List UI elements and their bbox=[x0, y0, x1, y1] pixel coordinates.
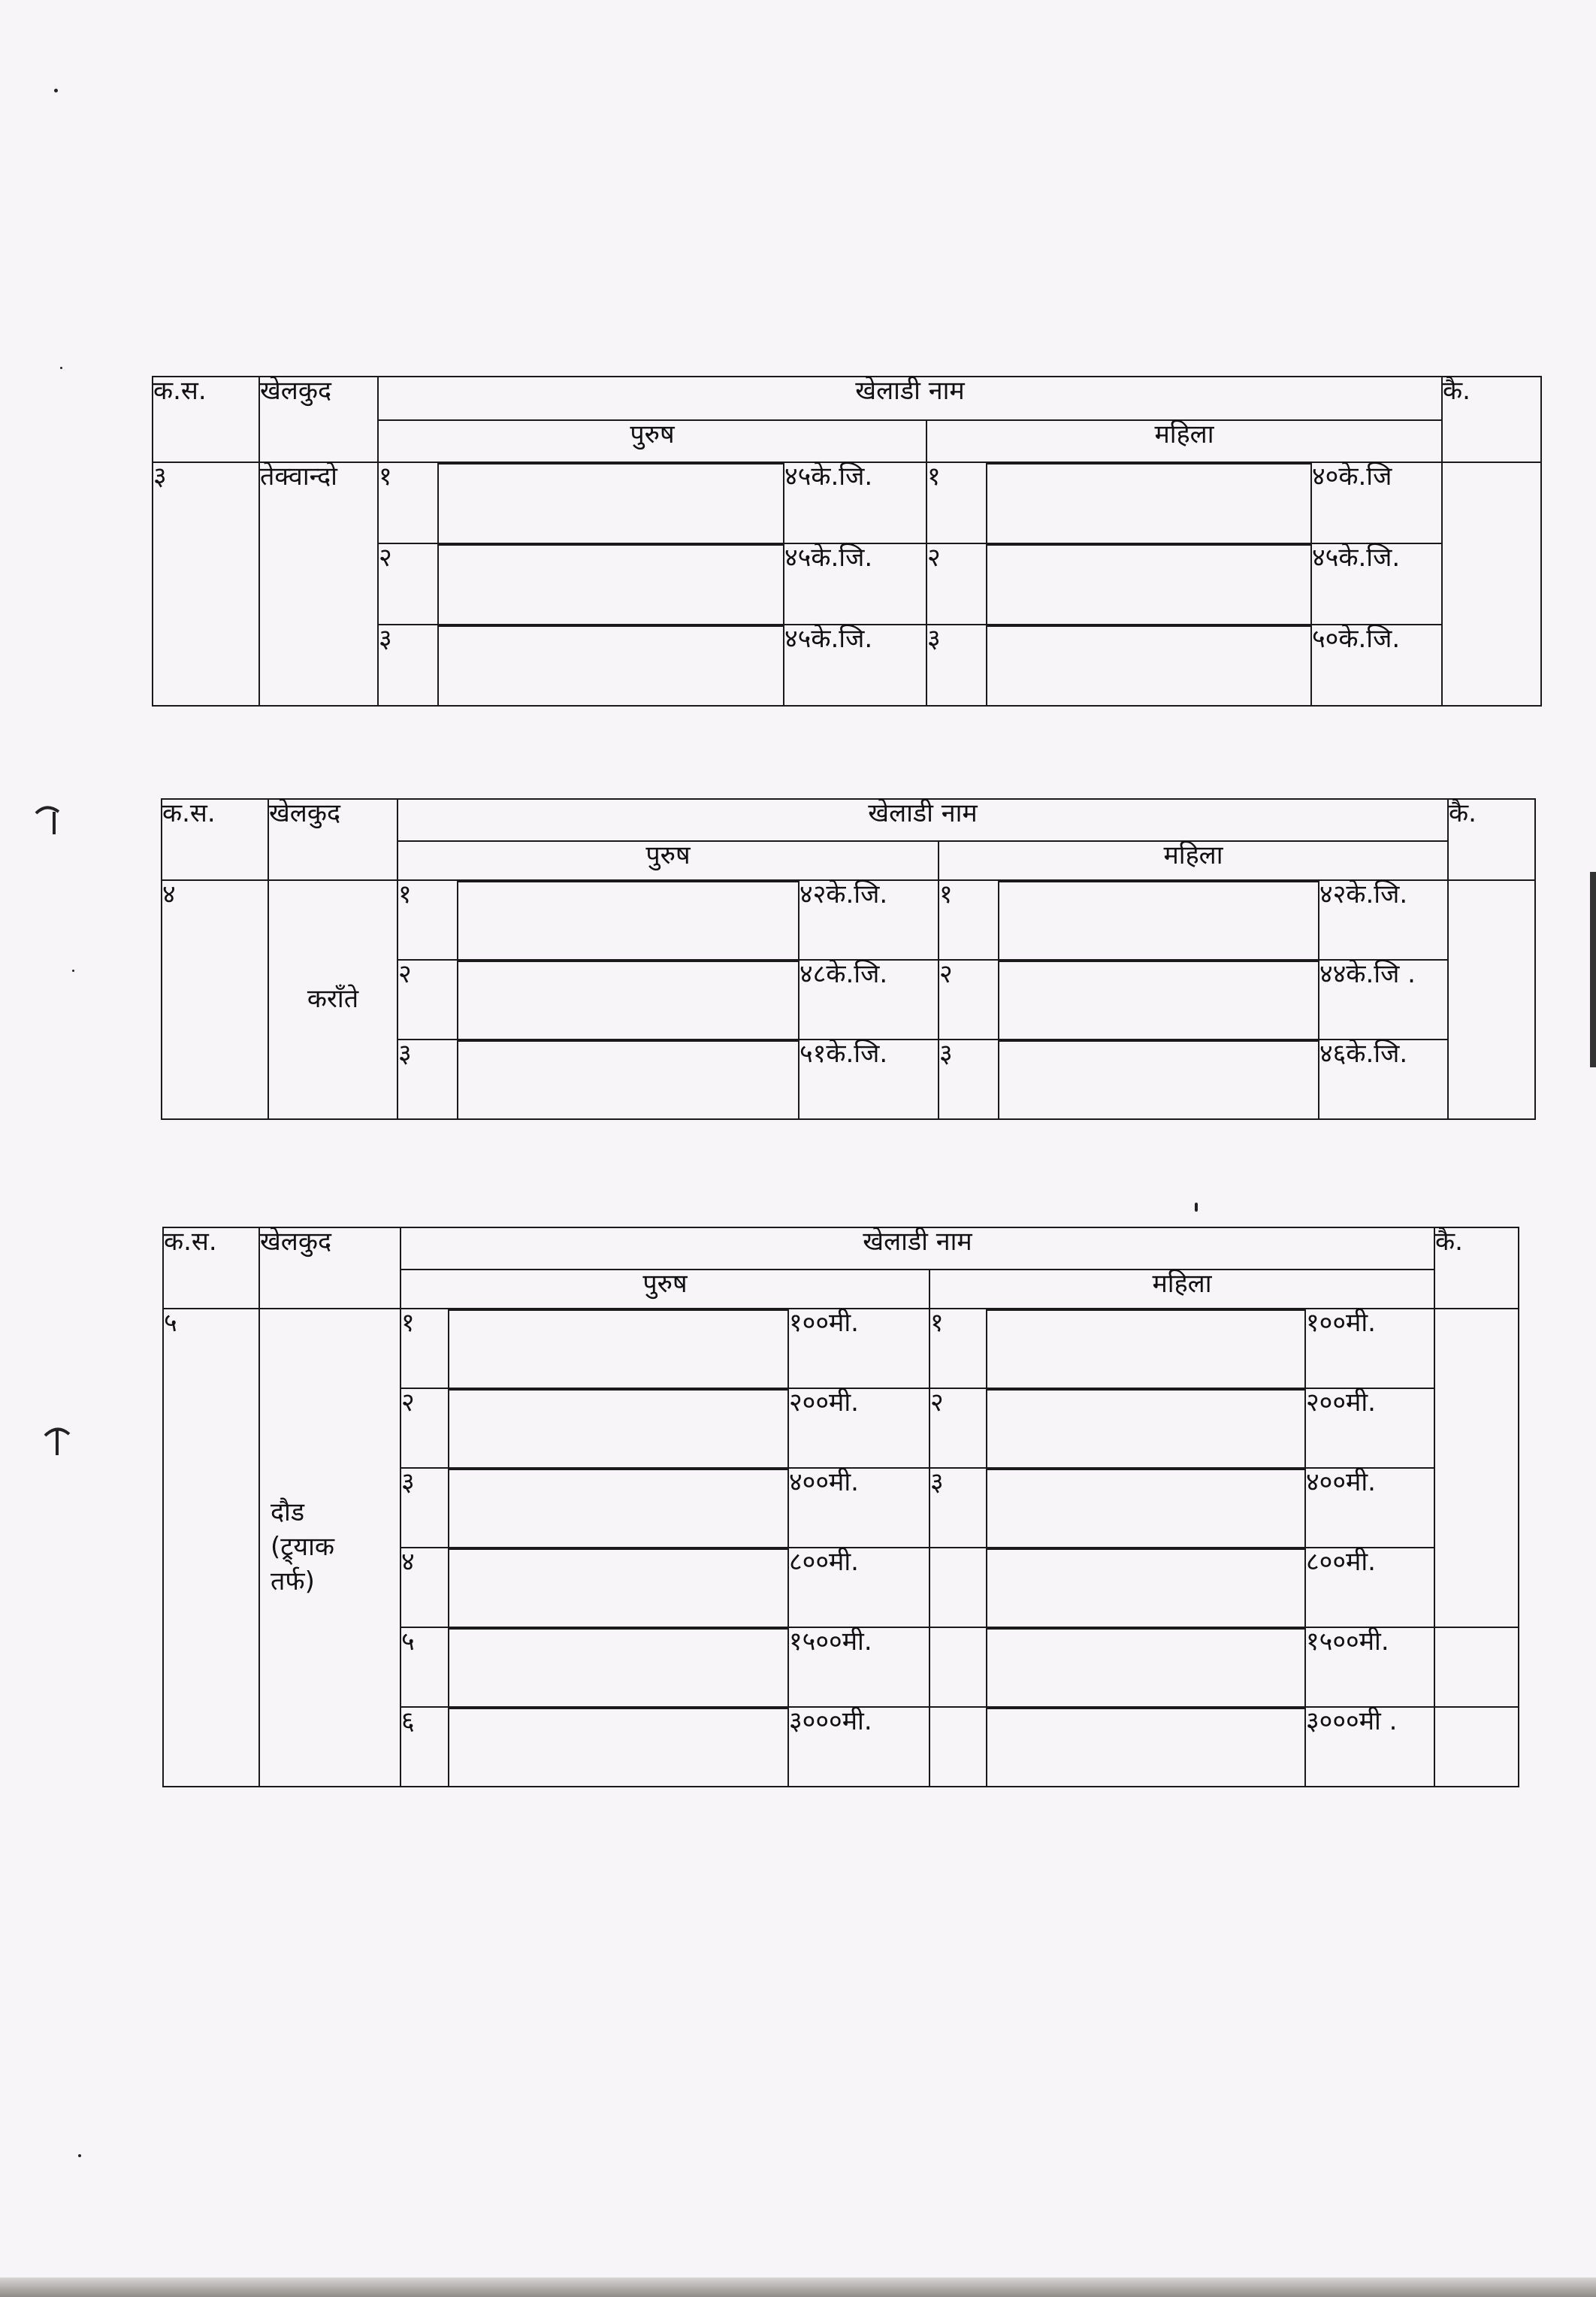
female-header: महिला bbox=[926, 420, 1442, 462]
sport-header: खेलकुद bbox=[259, 377, 378, 462]
remarks-header: कै. bbox=[1434, 1227, 1519, 1309]
sport-name-text: कराँते bbox=[307, 984, 359, 1015]
female-category: ३०००मी . bbox=[1305, 1707, 1434, 1787]
male-category: ४५के.जि. bbox=[784, 625, 926, 706]
male-category: ८००मी. bbox=[788, 1548, 929, 1627]
male-index: ६ bbox=[401, 1707, 449, 1787]
male-header: पुरुष bbox=[397, 841, 939, 880]
sport-header: खेलकुद bbox=[259, 1227, 401, 1309]
remarks-header: कै. bbox=[1442, 377, 1541, 462]
male-name-field[interactable] bbox=[458, 1040, 799, 1119]
female-category: ४००मी. bbox=[1305, 1468, 1434, 1548]
female-category: ४२के.जि. bbox=[1319, 880, 1448, 960]
ink-speck bbox=[78, 2154, 81, 2157]
male-name-field[interactable] bbox=[458, 960, 799, 1040]
male-index: १ bbox=[397, 880, 458, 960]
female-name-field[interactable] bbox=[987, 462, 1311, 543]
ink-speck bbox=[1195, 1203, 1198, 1212]
player-name-header: खेलाडी नाम bbox=[401, 1227, 1434, 1270]
male-name-field[interactable] bbox=[449, 1627, 788, 1707]
remarks-field[interactable] bbox=[1434, 1309, 1519, 1627]
female-index: ३ bbox=[929, 1468, 987, 1548]
male-index: ४ bbox=[401, 1548, 449, 1627]
entry-table-taekwondo bbox=[152, 376, 1542, 707]
female-category: ५०के.जि. bbox=[1311, 625, 1442, 706]
sn-header: क.स. bbox=[163, 1227, 259, 1309]
male-index: ३ bbox=[378, 625, 438, 706]
remarks-field[interactable] bbox=[1434, 1627, 1519, 1707]
female-index: २ bbox=[939, 960, 999, 1040]
remarks-field[interactable] bbox=[1442, 462, 1541, 706]
serial-number: ३ bbox=[153, 462, 259, 706]
male-category: १००मी. bbox=[788, 1309, 929, 1388]
male-name-field[interactable] bbox=[438, 462, 784, 543]
male-category: ४२के.जि. bbox=[799, 880, 939, 960]
female-category: ४०के.जि bbox=[1311, 462, 1442, 543]
female-index: १ bbox=[939, 880, 999, 960]
female-name-field[interactable] bbox=[987, 1548, 1305, 1627]
male-name-field[interactable] bbox=[438, 625, 784, 706]
male-name-field[interactable] bbox=[449, 1548, 788, 1627]
female-category: १००मी. bbox=[1305, 1309, 1434, 1388]
sn-header: क.स. bbox=[153, 377, 259, 462]
female-index bbox=[929, 1627, 987, 1707]
scan-edge-strip bbox=[1590, 872, 1596, 1067]
male-index: ३ bbox=[401, 1468, 449, 1548]
player-name-header: खेलाडी नाम bbox=[397, 799, 1448, 841]
male-header: पुरुष bbox=[378, 420, 926, 462]
female-header: महिला bbox=[939, 841, 1448, 880]
female-name-field[interactable] bbox=[987, 543, 1311, 625]
male-header: पुरुष bbox=[401, 1270, 929, 1309]
female-index bbox=[929, 1707, 987, 1787]
female-name-field[interactable] bbox=[987, 1309, 1305, 1388]
female-name-field[interactable] bbox=[999, 880, 1319, 960]
female-name-field[interactable] bbox=[987, 1388, 1305, 1468]
male-index: २ bbox=[397, 960, 458, 1040]
male-index: ५ bbox=[401, 1627, 449, 1707]
male-index: ३ bbox=[397, 1040, 458, 1119]
entry-table-running bbox=[162, 1227, 1519, 1787]
remarks-header: कै. bbox=[1448, 799, 1535, 880]
female-name-field[interactable] bbox=[987, 1707, 1305, 1787]
scan-bottom-edge bbox=[0, 2277, 1596, 2297]
female-name-field[interactable] bbox=[987, 1627, 1305, 1707]
ink-speck bbox=[54, 89, 58, 92]
female-index: २ bbox=[929, 1388, 987, 1468]
serial-number: ५ bbox=[163, 1309, 259, 1787]
female-name-field[interactable] bbox=[999, 960, 1319, 1040]
female-index: ३ bbox=[939, 1040, 999, 1119]
male-category: २००मी. bbox=[788, 1388, 929, 1468]
pen-mark-icon bbox=[42, 1421, 72, 1457]
sport-name-text: तेक्वान्दो bbox=[260, 462, 337, 492]
male-category: ४००मी. bbox=[788, 1468, 929, 1548]
sport-header: खेलकुद bbox=[268, 799, 397, 880]
female-index: २ bbox=[926, 543, 987, 625]
female-category: ८००मी. bbox=[1305, 1548, 1434, 1627]
male-index: २ bbox=[401, 1388, 449, 1468]
female-category: ४५के.जि. bbox=[1311, 543, 1442, 625]
entry-table-karate bbox=[161, 798, 1536, 1120]
sport-name-text: दौड (ट्र्याक तर्फ) bbox=[271, 1497, 335, 1596]
female-name-field[interactable] bbox=[999, 1040, 1319, 1119]
female-name-field[interactable] bbox=[987, 1468, 1305, 1548]
sport-name bbox=[268, 880, 397, 1119]
female-category: ४६के.जि. bbox=[1319, 1040, 1448, 1119]
remarks-field[interactable] bbox=[1448, 880, 1535, 1119]
male-name-field[interactable] bbox=[449, 1388, 788, 1468]
male-category: १५००मी. bbox=[788, 1627, 929, 1707]
sport-name bbox=[259, 1309, 401, 1787]
male-index: २ bbox=[378, 543, 438, 625]
female-header: महिला bbox=[929, 1270, 1434, 1309]
serial-number: ४ bbox=[162, 880, 268, 1119]
male-index: १ bbox=[378, 462, 438, 543]
male-name-field[interactable] bbox=[449, 1707, 788, 1787]
player-name-header: खेलाडी नाम bbox=[378, 377, 1442, 420]
female-category: २००मी. bbox=[1305, 1388, 1434, 1468]
female-index: १ bbox=[929, 1309, 987, 1388]
male-category: ४८के.जि. bbox=[799, 960, 939, 1040]
male-name-field[interactable] bbox=[438, 543, 784, 625]
sn-header: क.स. bbox=[162, 799, 268, 880]
male-index: १ bbox=[401, 1309, 449, 1388]
ink-speck bbox=[60, 367, 62, 369]
male-name-field[interactable] bbox=[449, 1309, 788, 1388]
male-category: ४५के.जि. bbox=[784, 462, 926, 543]
female-index: १ bbox=[926, 462, 987, 543]
female-index bbox=[929, 1548, 987, 1627]
sport-name bbox=[259, 462, 378, 706]
remarks-field[interactable] bbox=[1434, 1707, 1519, 1787]
female-index: ३ bbox=[926, 625, 987, 706]
female-name-field[interactable] bbox=[987, 625, 1311, 706]
female-category: ४४के.जि . bbox=[1319, 960, 1448, 1040]
male-name-field[interactable] bbox=[449, 1468, 788, 1548]
female-category: १५००मी. bbox=[1305, 1627, 1434, 1707]
male-category: ५१के.जि. bbox=[799, 1040, 939, 1119]
pen-mark-icon bbox=[33, 801, 63, 837]
male-category: ३०००मी. bbox=[788, 1707, 929, 1787]
male-category: ४५के.जि. bbox=[784, 543, 926, 625]
male-name-field[interactable] bbox=[458, 880, 799, 960]
ink-speck bbox=[72, 970, 74, 972]
